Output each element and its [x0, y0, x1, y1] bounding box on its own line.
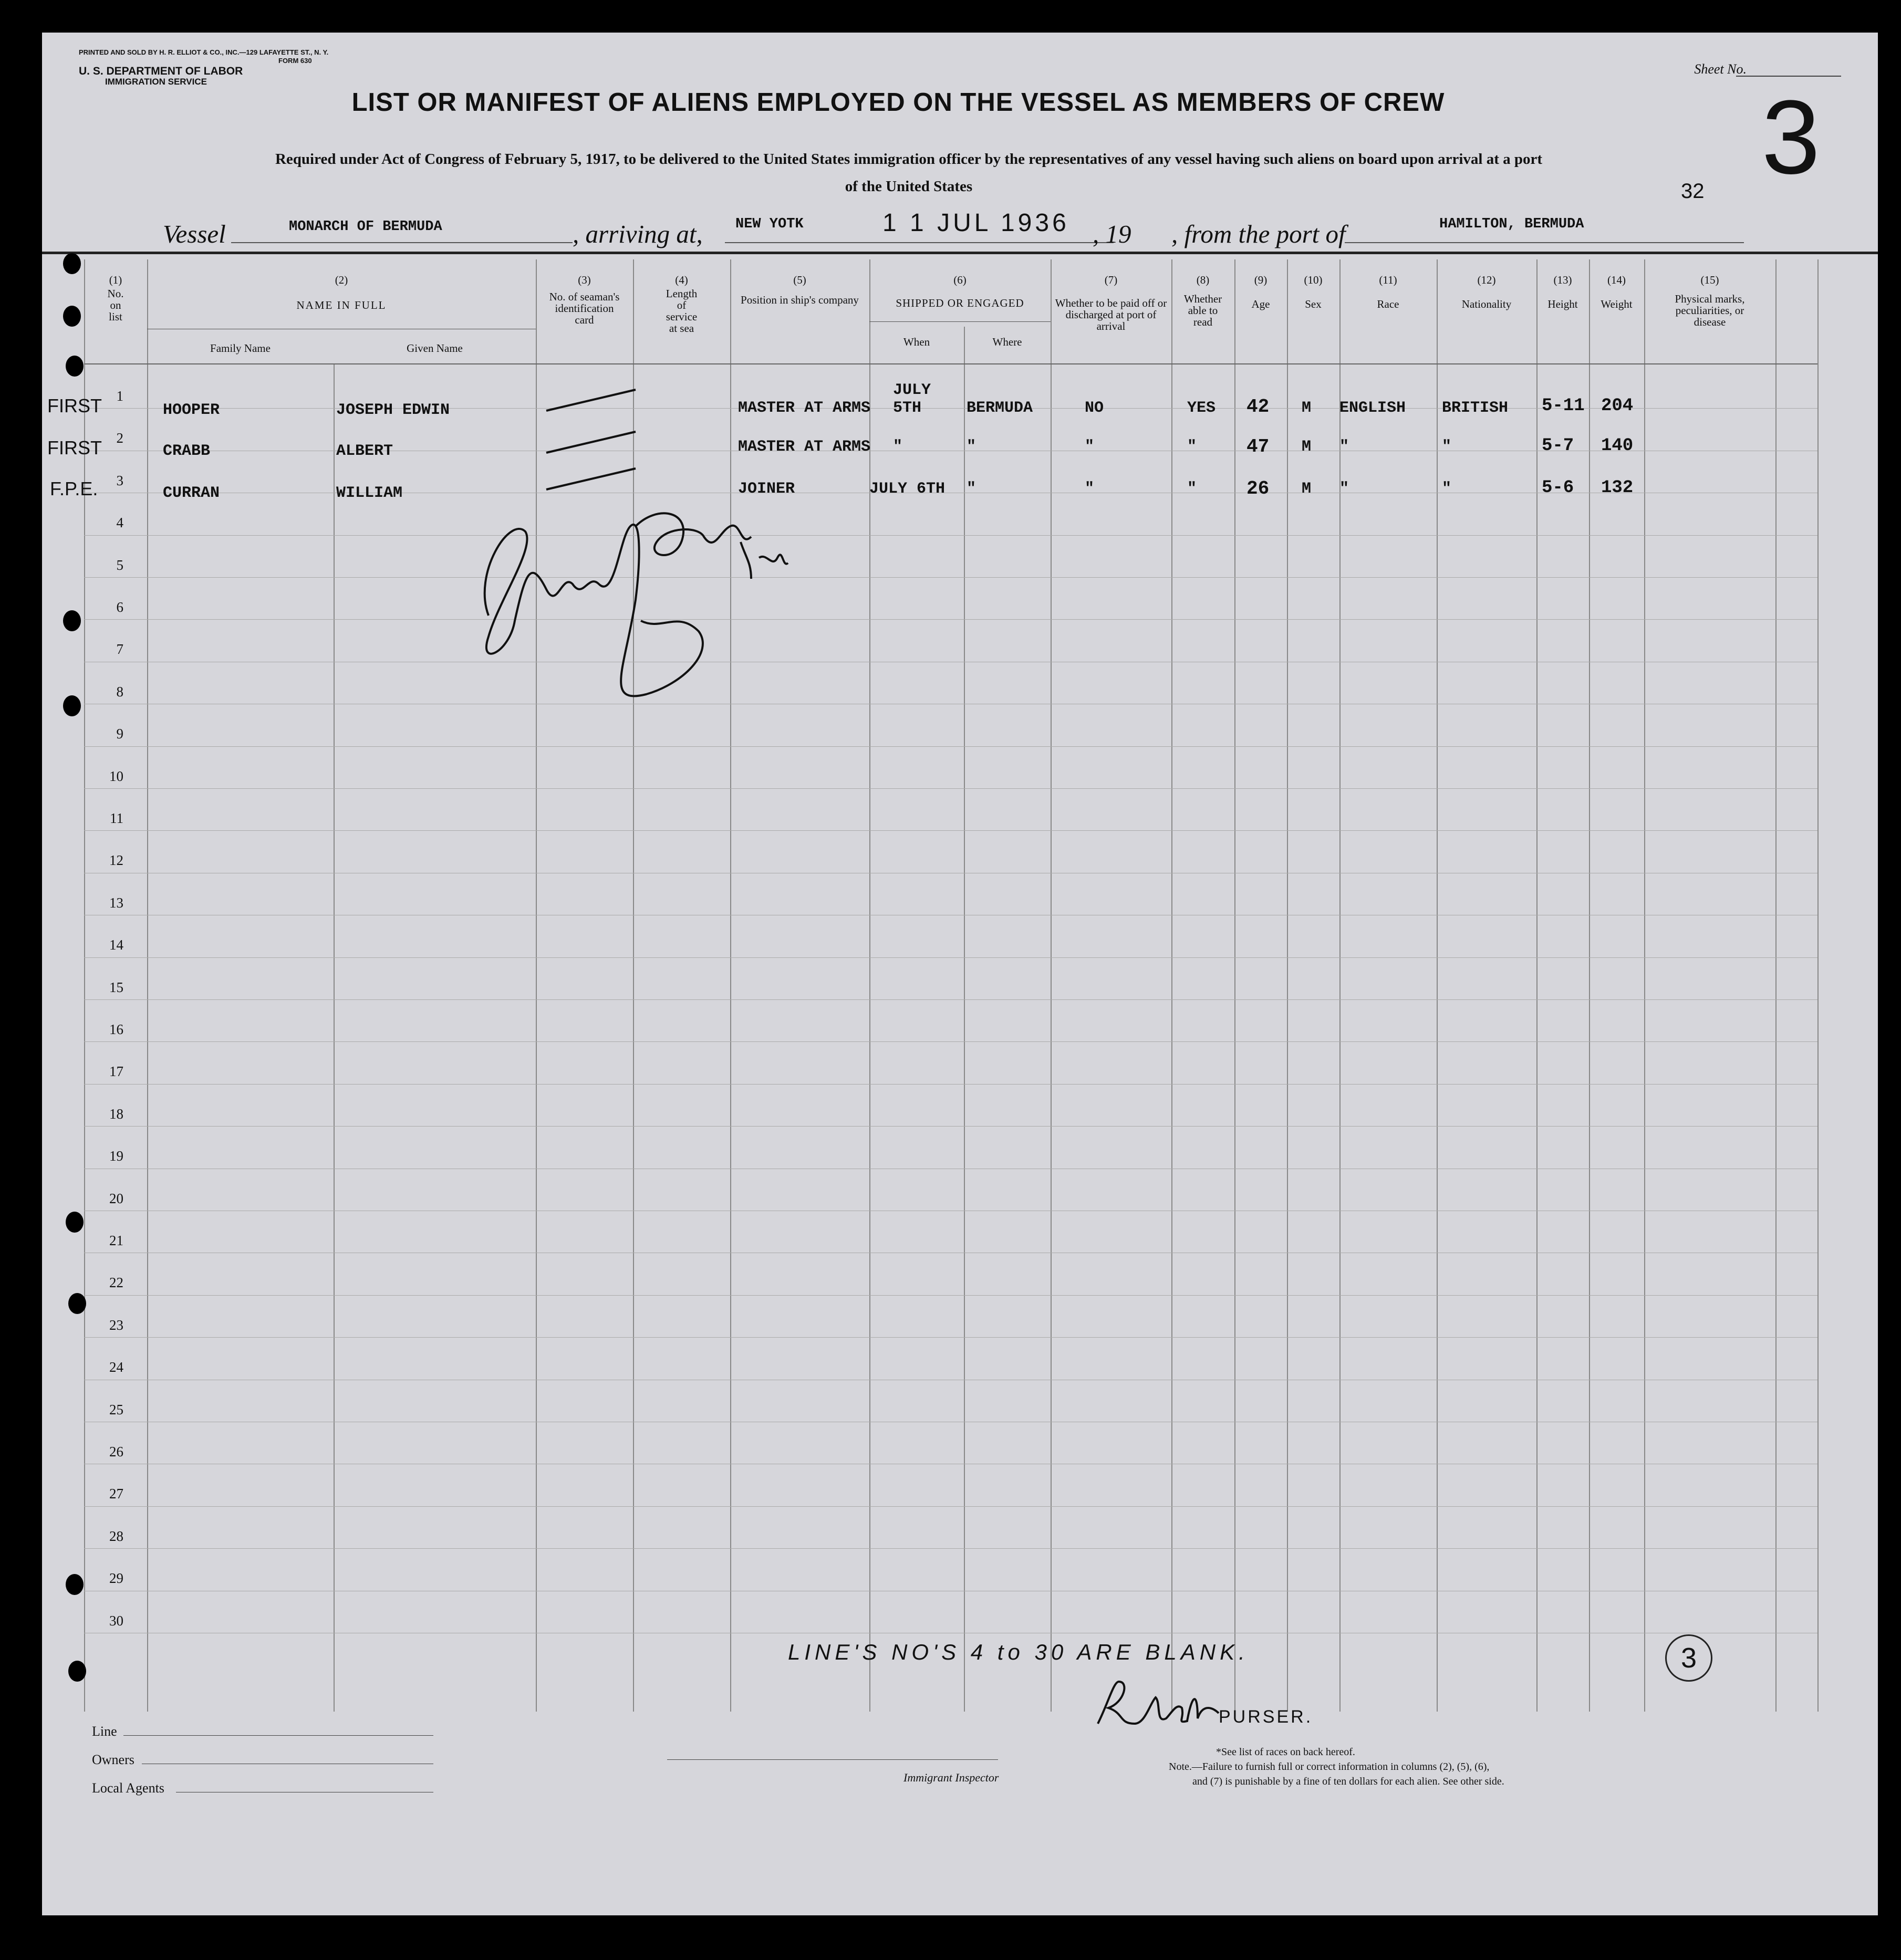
col-num: (14): [1607, 274, 1626, 286]
grid-line: [1287, 259, 1288, 1712]
grid-line: [334, 364, 335, 1712]
grid-line: [1437, 259, 1438, 1712]
page-title: LIST OR MANIFEST OF ALIENS EMPLOYED ON THE VESSEL AS MEMBERS OF CREW: [351, 88, 1445, 117]
nationality: ": [1442, 480, 1452, 498]
grid-line: [1339, 259, 1341, 1712]
punch-hole: [63, 306, 81, 327]
grid-line: [1589, 259, 1590, 1712]
shipped-where: BERMUDA: [967, 399, 1033, 417]
agents-field: [176, 1791, 433, 1792]
header-rule: [42, 252, 1878, 254]
grid-line: [1536, 259, 1538, 1712]
age: 42: [1246, 396, 1270, 418]
arriving-label: , arriving at,: [573, 220, 703, 248]
inspector-signature: [468, 495, 793, 715]
row-line: [84, 1041, 1817, 1042]
row-number: 3: [116, 472, 123, 488]
col-9-header: [1234, 274, 1287, 310]
row-number: 20: [109, 1190, 123, 1206]
row-number: 6: [116, 599, 123, 615]
date-stamp: 1 1 JUL 1936: [882, 209, 1069, 237]
col-11-header: [1339, 274, 1437, 310]
given-name: JOSEPH EDWIN: [336, 401, 450, 419]
row-line: [84, 1506, 1817, 1507]
col-4-header: [633, 274, 730, 336]
from-port-label: , from the port of: [1171, 220, 1346, 248]
grid-line: [730, 259, 731, 1712]
punch-hole: [63, 610, 81, 631]
blank-strike-marks: [536, 379, 641, 495]
vessel-name-line: [231, 241, 573, 243]
row-line: [84, 1084, 1817, 1085]
punch-hole: [66, 1574, 84, 1595]
row-number: 10: [109, 768, 123, 784]
punch-hole: [68, 1661, 86, 1682]
col-6a-header: When: [903, 336, 930, 348]
margin-note: FIRST: [47, 437, 102, 458]
year-label: , 19: [1093, 220, 1131, 248]
row-number: 5: [116, 557, 123, 573]
weight: 140: [1601, 436, 1634, 456]
subtitle-line-2: of the United States: [845, 178, 973, 195]
col-num: (15): [1700, 274, 1719, 286]
row-number: 13: [109, 894, 123, 911]
row-line: [84, 788, 1817, 789]
row-line: [84, 1337, 1817, 1338]
sex: M: [1302, 399, 1312, 417]
grid-line: [1171, 259, 1172, 1712]
weight: 204: [1601, 396, 1634, 416]
row-line: [84, 830, 1817, 831]
row-number: 30: [109, 1612, 123, 1629]
nationality: BRITISH: [1442, 399, 1509, 417]
department-name: U. S. DEPARTMENT OF LABOR: [79, 65, 243, 77]
subtitle-line-1: Required under Act of Congress of February 5, 1917, to be delivered to the United States immigration officer by the representatives of any vessel having such aliens on board upon arrival at a port: [275, 151, 1543, 168]
row-number: 2: [116, 430, 123, 446]
able-to-read: YES: [1187, 399, 1216, 417]
sheet-no-label: Sheet No.: [1694, 61, 1747, 77]
grid-line: [964, 327, 965, 1712]
manifest-sheet: [42, 33, 1878, 1915]
vessel-name: MONARCH OF BERMUDA: [289, 219, 442, 235]
col-8-header: [1171, 274, 1234, 328]
col-label: Whether able to read: [1183, 293, 1222, 328]
col-label: Race: [1377, 298, 1399, 310]
grid-line: [1051, 259, 1052, 1712]
line-label: Line: [92, 1724, 117, 1739]
col-label: Position in ship's company: [741, 294, 859, 306]
row-number: 11: [110, 810, 123, 826]
col-label: No. on list: [107, 287, 124, 323]
col-2a-header: Family Name: [210, 342, 271, 355]
col-1-header: [84, 274, 147, 325]
grid-line: [1817, 259, 1819, 1712]
position: MASTER AT ARMS: [738, 438, 871, 456]
row-number: 18: [109, 1106, 123, 1122]
col-num: (8): [1196, 274, 1210, 286]
row-line: [84, 1126, 1817, 1127]
col-13-header: [1536, 274, 1589, 310]
footnote-races: *See list of races on back hereof.: [1216, 1746, 1355, 1758]
arriving-port: NEW YOTK: [735, 216, 804, 232]
name-header-rule: [147, 328, 536, 329]
col-6-header: [869, 274, 1051, 309]
sex: M: [1302, 438, 1312, 456]
row-number: 22: [109, 1275, 123, 1291]
row-number: 27: [109, 1486, 123, 1502]
row-number: 25: [109, 1401, 123, 1417]
owners-label: Owners: [92, 1752, 134, 1767]
col-2-header: [147, 274, 536, 311]
purser-label: PURSER.: [1219, 1707, 1313, 1727]
col-num: (9): [1254, 274, 1268, 286]
height: 5-7: [1542, 436, 1574, 456]
col-label: No. of seaman's identification card: [549, 290, 620, 326]
date-line: [882, 241, 1114, 243]
inspector-label: Immigrant Inspector: [903, 1771, 999, 1784]
form-number: FORM 630: [278, 57, 312, 65]
col-label: Sex: [1305, 298, 1322, 310]
from-port: HAMILTON, BERMUDA: [1439, 216, 1584, 232]
row-number: 8: [116, 683, 123, 700]
row-line: [84, 1548, 1817, 1549]
inspector-field: [667, 1758, 998, 1760]
punch-hole: [63, 695, 81, 716]
col-label: Age: [1251, 298, 1270, 310]
col-num: (13): [1553, 274, 1572, 286]
col-num: (12): [1477, 274, 1496, 286]
agents-label: Local Agents: [92, 1780, 164, 1796]
row-number: 17: [109, 1064, 123, 1080]
punch-hole: [66, 356, 84, 377]
row-number: 29: [109, 1570, 123, 1587]
height: 5-11: [1542, 396, 1585, 416]
col-label: Weight: [1601, 298, 1633, 310]
col-2b-header: Given Name: [407, 342, 463, 355]
row-number: 12: [109, 852, 123, 869]
row-number: 23: [109, 1317, 123, 1333]
grid-line: [147, 259, 148, 1712]
row-number: 21: [109, 1233, 123, 1248]
row-line: [84, 957, 1817, 958]
printer-name: PRINTED AND SOLD BY H. R. ELLIOT & CO., INC.—129 LAFAYETTE ST., N. Y.: [79, 48, 329, 56]
grid-line: [869, 259, 870, 1712]
footnote-note-2: and (7) is punishable by a fine of ten dollars for each alien. See other side.: [1192, 1776, 1504, 1787]
blank-lines-note: LINE'S NO'S 4 to 30 ARE BLANK.: [788, 1640, 1249, 1664]
sheet-no-line: [1736, 76, 1841, 77]
shipped-where: ": [967, 480, 977, 498]
paid-off: NO: [1085, 399, 1104, 417]
grid-line: [1775, 259, 1777, 1712]
arriving-port-line: [725, 241, 882, 243]
nationality: ": [1442, 438, 1452, 456]
punch-hole: [68, 1293, 86, 1314]
sheet-number: 3: [1761, 79, 1820, 196]
row-line: [84, 1295, 1817, 1296]
col-num: (6): [953, 274, 967, 286]
row-line: [84, 999, 1817, 1000]
col-num: (3): [578, 274, 591, 286]
age: 26: [1246, 478, 1270, 499]
col-10-header: [1287, 274, 1339, 310]
paid-off: ": [1085, 480, 1095, 498]
race: ": [1339, 438, 1349, 456]
grid-line: [1234, 259, 1235, 1712]
from-port-line: [1345, 241, 1744, 243]
col-num: (4): [675, 274, 688, 286]
col-12-header: [1437, 274, 1536, 310]
margin-note: F.P.E.: [50, 478, 98, 499]
vessel-label: Vessel: [163, 220, 226, 248]
footnote-note-1: Note.—Failure to furnish full or correct information in columns (2), (5), (6),: [1169, 1761, 1490, 1773]
position: MASTER AT ARMS: [738, 399, 871, 417]
col-3-header: [536, 274, 633, 331]
given-name: ALBERT: [336, 442, 393, 460]
col-num: (11): [1379, 274, 1397, 286]
page-subtitle: [121, 145, 1697, 200]
col-label: Nationality: [1461, 298, 1512, 310]
family-name: CURRAN: [163, 484, 220, 502]
margin-note: FIRST: [47, 395, 102, 416]
able-to-read: ": [1187, 480, 1197, 498]
shipped-where: ": [967, 438, 977, 456]
able-to-read: ": [1187, 438, 1197, 456]
col-num: (7): [1104, 274, 1118, 286]
weight: 132: [1601, 478, 1634, 498]
row-number: 15: [109, 979, 123, 995]
grid-line: [1644, 259, 1645, 1712]
sex: M: [1302, 480, 1312, 498]
col-label: Height: [1547, 298, 1578, 310]
printer-line: [79, 48, 328, 65]
paid-off: ": [1085, 438, 1095, 456]
row-number: 28: [109, 1528, 123, 1544]
col-14-header: [1589, 274, 1644, 310]
col-5-header: [730, 274, 869, 314]
shipped-when: JULY 6TH: [869, 480, 946, 498]
shipped-when: JULY 5TH: [893, 381, 931, 417]
family-name: CRABB: [163, 442, 211, 460]
row-line: [84, 577, 1817, 578]
row-number: 26: [109, 1444, 123, 1459]
row-number: 7: [116, 641, 123, 658]
row-number: 16: [109, 1021, 123, 1037]
purser-signature: [1087, 1671, 1234, 1734]
page-number: 32: [1681, 180, 1705, 203]
race: ENGLISH: [1339, 399, 1406, 417]
service-name: IMMIGRATION SERVICE: [105, 77, 207, 87]
col-7-header: [1051, 274, 1171, 332]
row-line: [84, 619, 1817, 620]
row-number: 14: [109, 937, 123, 953]
punch-hole: [66, 1212, 84, 1233]
col-label: Whether to be paid off or discharged at port of arrival: [1055, 297, 1167, 332]
line-field: [123, 1734, 433, 1736]
col-label: NAME IN FULL: [296, 299, 387, 311]
row-number: 19: [109, 1148, 123, 1164]
row-number: 4: [116, 515, 123, 531]
age: 47: [1246, 436, 1270, 457]
col-label: Physical marks, peculiarities, or disease: [1675, 293, 1745, 328]
col-num: (1): [109, 274, 122, 286]
col-6b-header: Where: [992, 336, 1022, 348]
col-num: (5): [793, 274, 806, 286]
col-label: SHIPPED OR ENGAGED: [896, 297, 1024, 309]
shipped-when: ": [893, 438, 903, 456]
row-number: 9: [116, 726, 123, 742]
row-number: 1: [116, 388, 123, 404]
col-label: Length of service at sea: [666, 287, 698, 335]
col-num: (2): [335, 274, 348, 286]
col-15-header: [1644, 274, 1775, 328]
family-name: HOOPER: [163, 401, 220, 419]
height: 5-6: [1542, 478, 1574, 498]
header-bottom-rule: [84, 363, 1817, 364]
circled-number: 3: [1665, 1634, 1712, 1682]
row-number: 24: [109, 1359, 123, 1375]
race: ": [1339, 480, 1349, 498]
given-name: WILLIAM: [336, 484, 403, 502]
row-line: [84, 535, 1817, 536]
punch-hole: [63, 253, 81, 274]
col-num: (10): [1304, 274, 1323, 286]
row-line: [84, 746, 1817, 747]
position: JOINER: [738, 480, 795, 498]
owners-field: [142, 1763, 433, 1764]
shipped-header-rule: [869, 320, 1051, 322]
